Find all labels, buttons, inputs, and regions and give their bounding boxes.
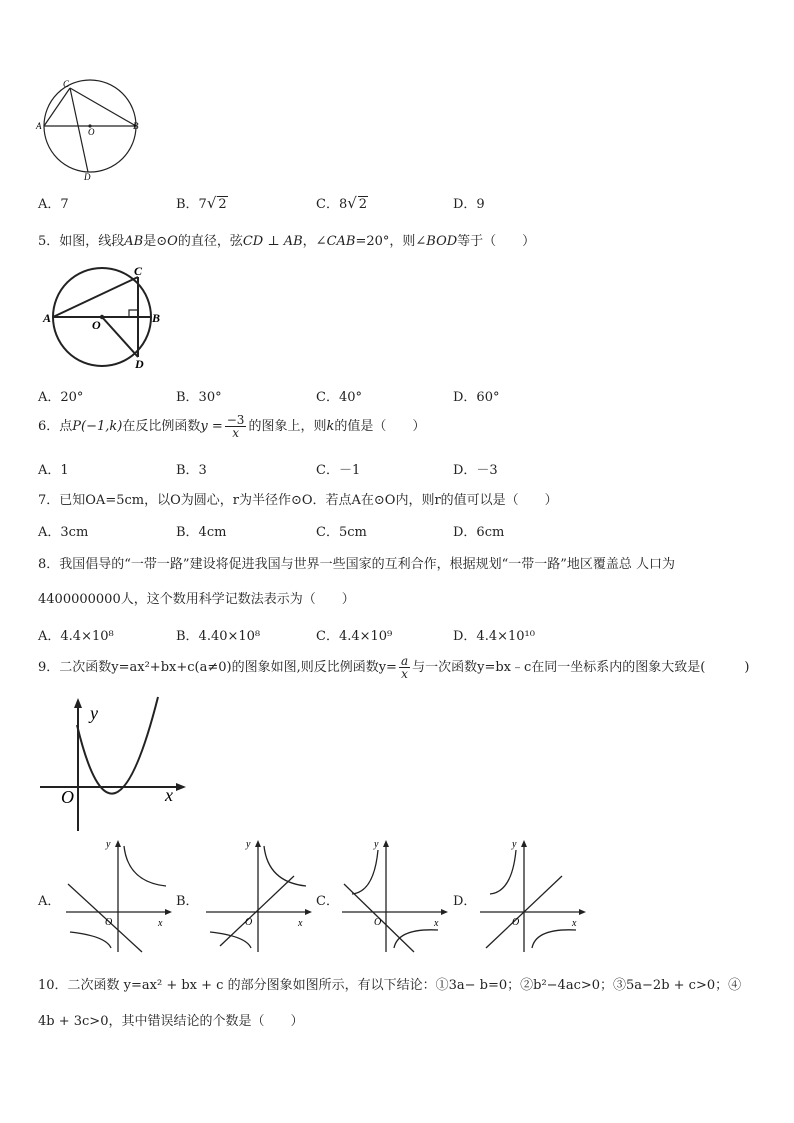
q4-option-b: B．7√ 2 <box>176 194 227 212</box>
q5-option-b: B．30° <box>176 390 222 405</box>
q4-option-b-radicand: 2 <box>218 197 227 212</box>
q8-option-a: A．4.4×10⁸ <box>38 629 114 644</box>
q5-stem-part1: 5．如图，线段 <box>38 234 125 249</box>
q5-cab: CAB <box>326 234 356 249</box>
q4-option-a: A．7 <box>38 197 69 212</box>
q9-fraction-num: a <box>400 654 409 668</box>
q4-label-o: O <box>88 127 95 137</box>
q9-option-d-label: D． <box>453 894 477 909</box>
q9-option-a-label: A． <box>38 894 61 909</box>
q9-label-x: x <box>165 785 173 805</box>
q6-option-a: A．1 <box>38 463 69 478</box>
q5-stem-part5: =20°，则∠ <box>355 234 427 249</box>
q4-option-c-radicand: 2 <box>358 197 368 212</box>
q6-stem <box>38 414 425 439</box>
q6-option-d: D．－3 <box>453 463 498 478</box>
q5-stem-part6: 等于（ ） <box>457 234 536 249</box>
q9-label-y: y <box>90 703 98 723</box>
q9-option-a-y: y <box>106 839 111 850</box>
q5-bod: BOD <box>426 234 458 249</box>
q5-option-d: D．60° <box>453 390 500 405</box>
q9-option-a-graph <box>58 836 173 954</box>
q4-option-d: D．9 <box>453 197 485 212</box>
q6-stem-part1: 6．点 <box>38 419 73 434</box>
q8-stem-line2: 4400000000人，这个数用科学记数法表示为（ ） <box>38 592 355 607</box>
q9-option-c-graph <box>334 836 449 954</box>
q7-option-b: B．4cm <box>176 525 227 540</box>
q5-o: O <box>167 234 178 249</box>
q6-fraction-den: x <box>232 426 239 440</box>
q10-stem-line2: 4b + 3c>0，其中错误结论的个数是（ ） <box>38 1014 304 1029</box>
q7-option-a: A．3cm <box>38 525 89 540</box>
q9-label-o: O <box>61 787 74 807</box>
q10-stem-line1: 10．二次函数 y=ax² + bx + c 的部分图象如图所示，有以下结论：①3a− b=0；②b²−4ac>0；③5a−2b + c>0；④ <box>38 978 742 993</box>
q4-label-d: D <box>84 172 91 181</box>
q9-option-c-x: x <box>434 918 439 929</box>
q5-circle-figure <box>40 262 180 374</box>
q9-fraction <box>399 655 410 680</box>
q4-label-c: C <box>63 79 70 89</box>
q9-option-b-x: x <box>298 918 303 929</box>
q9-fraction-den: x <box>401 667 408 681</box>
q5-option-c: C．40° <box>316 390 362 405</box>
q5-label-c: C <box>134 264 143 278</box>
q4-option-c: C．8√ 2 <box>316 194 368 212</box>
q9-option-d-x: x <box>572 918 577 929</box>
q9-option-d-graph <box>472 836 587 954</box>
q9-option-c-y: y <box>374 839 379 850</box>
q6-option-b: B．3 <box>176 463 207 478</box>
q6-point-p: P(−1,k) <box>72 419 123 434</box>
q9-option-d-y: y <box>512 839 517 850</box>
q6-option-c: C．－1 <box>316 463 361 478</box>
q5-stem-part3: 的直径，弦 <box>177 234 243 249</box>
q6-fraction-num: −3 <box>226 413 245 427</box>
q9-parabola-figure <box>40 695 190 831</box>
q9-option-a-o: O <box>105 917 113 928</box>
q9-option-b-y: y <box>246 839 251 850</box>
q8-stem-line1: 8．我国倡导的“一带一路”建设将促进我国与世界一些国家的互利合作，根据规划“一带一路”地区覆盖总 人口为 <box>38 557 675 572</box>
q9-option-b-label: B． <box>176 894 199 909</box>
q5-label-o: O <box>92 318 101 332</box>
q5-ab-2: AB <box>283 234 303 249</box>
q6-k: k <box>326 419 335 434</box>
q4-option-b-prefix: B．7 <box>176 197 207 212</box>
q7-option-c: C．5cm <box>316 525 367 540</box>
q9-option-c-o: O <box>374 917 382 928</box>
q9-option-b-o: O <box>245 917 253 928</box>
q8-option-c: C．4.4×10⁹ <box>316 629 393 644</box>
q5-label-d: D <box>135 357 144 371</box>
q6-fraction <box>225 414 247 439</box>
q5-label-b: B <box>152 311 161 325</box>
q8-option-b: B．4.40×10⁸ <box>176 629 261 644</box>
q4-label-b: B <box>133 121 139 131</box>
q9-option-b-graph <box>198 836 313 954</box>
q4-circle-figure <box>30 76 160 181</box>
q5-perp: ⊥ <box>263 234 284 249</box>
q9-option-d-o: O <box>512 917 520 928</box>
q9-stem-part2: 与一次函数y=bx﹣c在同一坐标系内的图象大致是( ) <box>412 660 750 675</box>
q9-stem <box>38 654 749 682</box>
q6-stem-part3: 的图象上，则 <box>248 419 327 434</box>
q5-ab: AB <box>124 234 144 249</box>
q4-label-a: A <box>36 121 42 131</box>
q5-stem <box>38 230 535 249</box>
q5-stem-part2: 是⊙ <box>143 234 168 249</box>
q6-stem-part4: 的值是（ ） <box>334 419 426 434</box>
q9-stem-part1: 9．二次函数y=ax²+bx+c(a≠0)的图象如图,则反比例函数y= <box>38 660 397 675</box>
q6-stem-part2: 在反比例函数 <box>122 419 201 434</box>
q6-y-eq: y = <box>200 419 223 434</box>
q5-stem-part4: ，∠ <box>302 234 327 249</box>
q5-cd: CD <box>242 234 264 249</box>
q5-label-a: A <box>43 311 52 325</box>
q7-stem: 7．已知OA=5cm，以O为圆心，r为半径作⊙O．若点A在⊙O内，则r的值可以是（ ） <box>38 493 558 508</box>
q9-option-a-x: x <box>158 918 163 929</box>
q4-option-c-prefix: C．8 <box>316 197 348 212</box>
q9-option-c-label: C． <box>316 894 339 909</box>
q7-option-d: D．6cm <box>453 525 505 540</box>
q5-option-a: A．20° <box>38 390 84 405</box>
q8-option-d: D．4.4×10¹⁰ <box>453 629 535 644</box>
